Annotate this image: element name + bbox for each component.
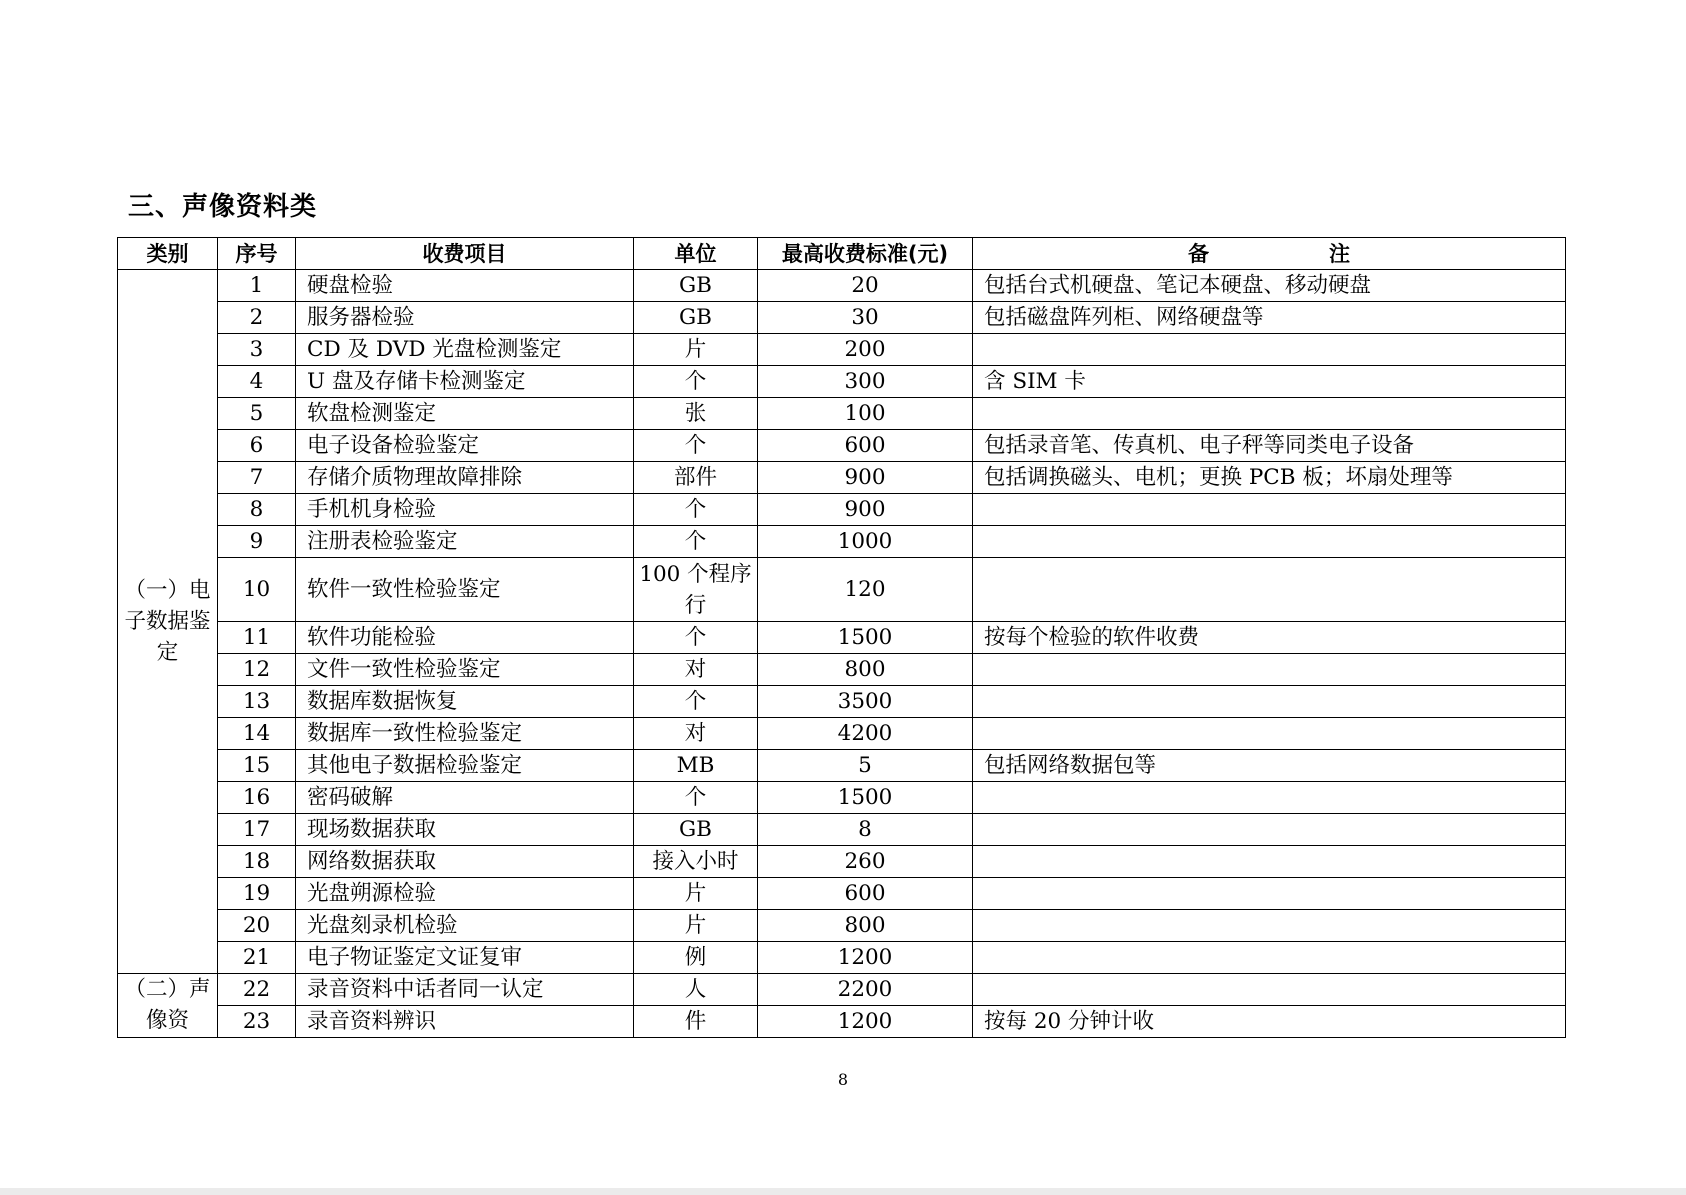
seq-cell: 19 [218, 878, 296, 910]
fee-table [117, 237, 1566, 1038]
table-row [118, 686, 1566, 718]
table-row [118, 558, 1566, 622]
item-cell: 密码破解 [296, 782, 634, 814]
note-cell [973, 814, 1566, 846]
table-row [118, 366, 1566, 398]
unit-cell: 张 [634, 398, 758, 430]
unit-cell: 100 个程序行 [634, 558, 758, 622]
unit-cell: 个 [634, 526, 758, 558]
unit-cell: 对 [634, 718, 758, 750]
unit-cell: 个 [634, 494, 758, 526]
seq-cell: 8 [218, 494, 296, 526]
table-row [118, 654, 1566, 686]
item-cell: 软件功能检验 [296, 622, 634, 654]
seq-cell: 9 [218, 526, 296, 558]
seq-cell: 4 [218, 366, 296, 398]
seq-cell: 10 [218, 558, 296, 622]
seq-cell: 12 [218, 654, 296, 686]
note-cell: 按每 20 分钟计收 [973, 1006, 1566, 1038]
seq-cell: 11 [218, 622, 296, 654]
table-row [118, 302, 1566, 334]
note-cell [973, 526, 1566, 558]
table-row [118, 494, 1566, 526]
unit-cell: 接入小时 [634, 846, 758, 878]
header-seq: 序号 [218, 238, 296, 270]
seq-cell: 13 [218, 686, 296, 718]
unit-cell: 人 [634, 974, 758, 1006]
seq-cell: 16 [218, 782, 296, 814]
category-cell: （二）声像资 [118, 974, 218, 1038]
unit-cell: 个 [634, 622, 758, 654]
note-cell [973, 494, 1566, 526]
item-cell: CD 及 DVD 光盘检测鉴定 [296, 334, 634, 366]
item-cell: 录音资料辨识 [296, 1006, 634, 1038]
header-note-part2: 注 [1329, 241, 1350, 266]
table-row [118, 942, 1566, 974]
seq-cell: 5 [218, 398, 296, 430]
note-cell: 包括录音笔、传真机、电子秤等同类电子设备 [973, 430, 1566, 462]
fee-cell: 260 [758, 846, 973, 878]
item-cell: 硬盘检验 [296, 270, 634, 302]
fee-cell: 4200 [758, 718, 973, 750]
fee-cell: 600 [758, 878, 973, 910]
table-row [118, 718, 1566, 750]
fee-cell: 600 [758, 430, 973, 462]
unit-cell: 个 [634, 430, 758, 462]
unit-cell: GB [634, 270, 758, 302]
note-cell [973, 878, 1566, 910]
seq-cell: 21 [218, 942, 296, 974]
unit-cell: 个 [634, 686, 758, 718]
seq-cell: 3 [218, 334, 296, 366]
fee-cell: 1500 [758, 622, 973, 654]
note-cell: 包括磁盘阵列柜、网络硬盘等 [973, 302, 1566, 334]
fee-cell: 20 [758, 270, 973, 302]
fee-cell: 100 [758, 398, 973, 430]
header-item: 收费项目 [296, 238, 634, 270]
note-cell [973, 782, 1566, 814]
unit-cell: 片 [634, 878, 758, 910]
fee-cell: 200 [758, 334, 973, 366]
table-row [118, 398, 1566, 430]
seq-cell: 20 [218, 910, 296, 942]
unit-cell: 部件 [634, 462, 758, 494]
note-cell: 按每个检验的软件收费 [973, 622, 1566, 654]
fee-cell: 900 [758, 494, 973, 526]
table-row [118, 782, 1566, 814]
fee-cell: 1200 [758, 1006, 973, 1038]
header-unit: 单位 [634, 238, 758, 270]
fee-cell: 1500 [758, 782, 973, 814]
fee-cell: 2200 [758, 974, 973, 1006]
section-title: 三、声像资料类 [128, 192, 318, 222]
table-row [118, 270, 1566, 302]
item-cell: 其他电子数据检验鉴定 [296, 750, 634, 782]
unit-cell: 片 [634, 334, 758, 366]
note-cell: 包括台式机硬盘、笔记本硬盘、移动硬盘 [973, 270, 1566, 302]
note-cell [973, 398, 1566, 430]
note-cell [973, 910, 1566, 942]
unit-cell: 件 [634, 1006, 758, 1038]
note-cell: 含 SIM 卡 [973, 366, 1566, 398]
header-max-fee: 最高收费标准(元) [758, 238, 973, 270]
fee-cell: 800 [758, 910, 973, 942]
table-row [118, 910, 1566, 942]
page-number: 8 [837, 1070, 849, 1089]
note-cell [973, 654, 1566, 686]
table-row [118, 430, 1566, 462]
seq-cell: 17 [218, 814, 296, 846]
seq-cell: 6 [218, 430, 296, 462]
seq-cell: 23 [218, 1006, 296, 1038]
seq-cell: 18 [218, 846, 296, 878]
note-cell: 包括调换磁头、电机；更换 PCB 板；坏扇处理等 [973, 462, 1566, 494]
table-row [118, 1006, 1566, 1038]
fee-cell: 300 [758, 366, 973, 398]
unit-cell: GB [634, 814, 758, 846]
seq-cell: 1 [218, 270, 296, 302]
item-cell: 软盘检测鉴定 [296, 398, 634, 430]
fee-table-body [118, 270, 1566, 1038]
item-cell: 电子物证鉴定文证复审 [296, 942, 634, 974]
note-cell [973, 942, 1566, 974]
note-cell [973, 974, 1566, 1006]
item-cell: U 盘及存储卡检测鉴定 [296, 366, 634, 398]
seq-cell: 15 [218, 750, 296, 782]
item-cell: 录音资料中话者同一认定 [296, 974, 634, 1006]
header-note [973, 238, 1566, 270]
item-cell: 手机机身检验 [296, 494, 634, 526]
seq-cell: 2 [218, 302, 296, 334]
unit-cell: 个 [634, 366, 758, 398]
unit-cell: 个 [634, 782, 758, 814]
unit-cell: 例 [634, 942, 758, 974]
seq-cell: 7 [218, 462, 296, 494]
note-cell [973, 718, 1566, 750]
table-header-row [118, 238, 1566, 270]
category-cell: （一）电子数据鉴定 [118, 270, 218, 974]
fee-cell: 1200 [758, 942, 973, 974]
fee-cell: 120 [758, 558, 973, 622]
table-row [118, 334, 1566, 366]
table-row [118, 526, 1566, 558]
fee-cell: 8 [758, 814, 973, 846]
table-row [118, 814, 1566, 846]
fee-cell: 3500 [758, 686, 973, 718]
fee-cell: 1000 [758, 526, 973, 558]
note-cell [973, 846, 1566, 878]
item-cell: 软件一致性检验鉴定 [296, 558, 634, 622]
fee-cell: 900 [758, 462, 973, 494]
note-cell [973, 558, 1566, 622]
fee-cell: 5 [758, 750, 973, 782]
table-row [118, 750, 1566, 782]
unit-cell: GB [634, 302, 758, 334]
fee-cell: 800 [758, 654, 973, 686]
item-cell: 数据库一致性检验鉴定 [296, 718, 634, 750]
header-category: 类别 [118, 238, 218, 270]
seq-cell: 14 [218, 718, 296, 750]
item-cell: 注册表检验鉴定 [296, 526, 634, 558]
table-row [118, 462, 1566, 494]
table-row [118, 622, 1566, 654]
unit-cell: MB [634, 750, 758, 782]
item-cell: 数据库数据恢复 [296, 686, 634, 718]
item-cell: 现场数据获取 [296, 814, 634, 846]
note-cell [973, 686, 1566, 718]
item-cell: 网络数据获取 [296, 846, 634, 878]
seq-cell: 22 [218, 974, 296, 1006]
item-cell: 光盘刻录机检验 [296, 910, 634, 942]
fee-cell: 30 [758, 302, 973, 334]
unit-cell: 片 [634, 910, 758, 942]
item-cell: 文件一致性检验鉴定 [296, 654, 634, 686]
table-row [118, 878, 1566, 910]
table-row [118, 974, 1566, 1006]
note-cell: 包括网络数据包等 [973, 750, 1566, 782]
item-cell: 存储介质物理故障排除 [296, 462, 634, 494]
item-cell: 光盘朔源检验 [296, 878, 634, 910]
item-cell: 服务器检验 [296, 302, 634, 334]
unit-cell: 对 [634, 654, 758, 686]
note-cell [973, 334, 1566, 366]
header-note-part1: 备 [1188, 241, 1209, 266]
table-row [118, 846, 1566, 878]
item-cell: 电子设备检验鉴定 [296, 430, 634, 462]
